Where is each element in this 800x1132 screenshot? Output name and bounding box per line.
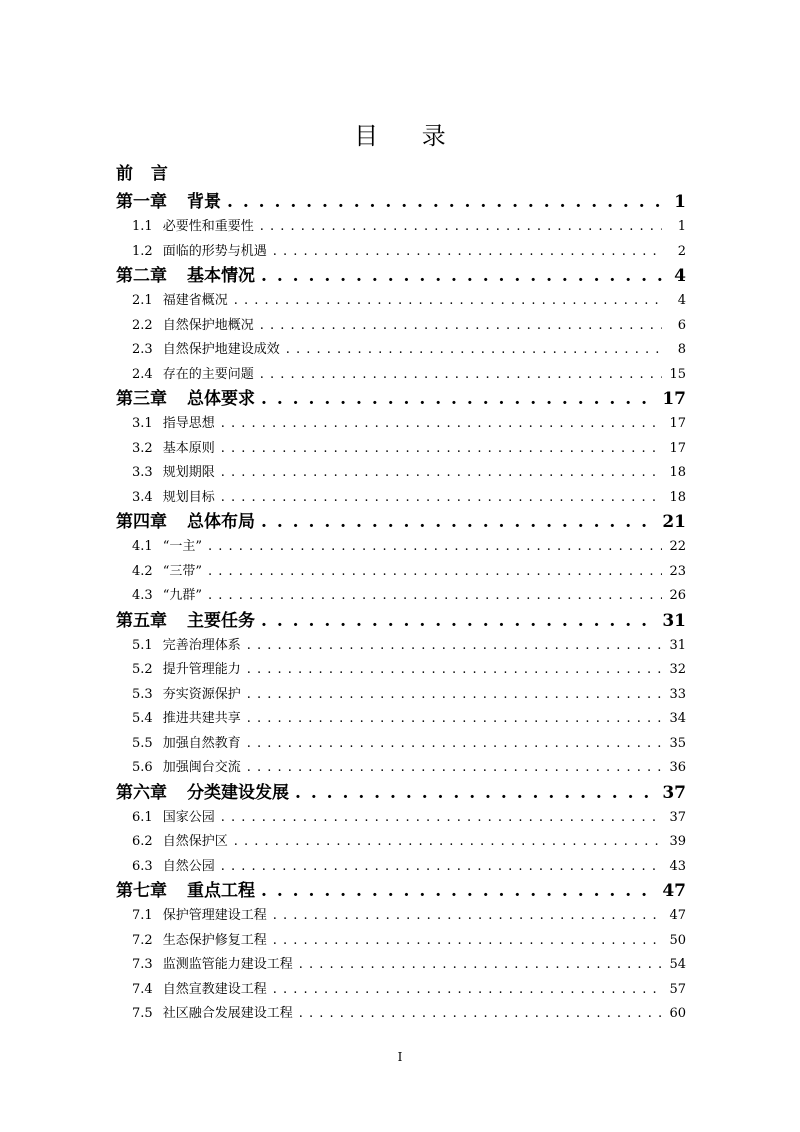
chapter-title: 重点工程: [187, 881, 255, 901]
section-page-number: 17: [669, 416, 686, 431]
section-number: 5.1: [132, 637, 153, 653]
toc-section-entry[interactable]: [116, 658, 686, 683]
section-page-number: 33: [669, 686, 686, 702]
toc-section-entry[interactable]: [116, 338, 686, 363]
section-number: 1.2: [132, 243, 153, 259]
section-title: 指导思想: [162, 416, 215, 431]
toc-section-entry[interactable]: [116, 634, 686, 659]
chapter-number: 第五章: [116, 610, 167, 631]
section-number: 3.4: [132, 489, 153, 505]
chapter-number: 第一章: [116, 192, 167, 212]
toc-chapter-entry[interactable]: [116, 387, 686, 412]
dot-leader: [247, 658, 662, 683]
dot-leader: [247, 732, 662, 757]
dot-leader: [208, 535, 662, 560]
chapter-title: 分类建设发展: [187, 782, 289, 803]
section-number: 5.4: [132, 711, 153, 726]
section-page-number: 35: [669, 735, 686, 751]
section-title: 存在的主要问题: [162, 366, 254, 382]
section-number: 4.2: [132, 563, 153, 579]
section-page-number: 54: [669, 957, 686, 972]
dot-leader: [286, 338, 662, 363]
section-number: 3.3: [132, 465, 153, 480]
dot-leader: [247, 756, 662, 781]
section-number: 6.2: [132, 834, 153, 849]
section-number: 2.4: [132, 366, 153, 382]
section-number: 5.3: [132, 686, 153, 702]
section-title: 自然公园: [162, 858, 215, 874]
section-number: 2.3: [132, 342, 153, 357]
chapter-page-number: 47: [662, 881, 686, 901]
dot-leader: [221, 486, 662, 511]
section-page-number: 18: [669, 465, 686, 480]
dot-leader: [221, 855, 662, 880]
section-number: 6.1: [132, 809, 153, 825]
toc-section-entry[interactable]: [116, 929, 686, 954]
section-title: “九群”: [162, 588, 202, 603]
section-title: 自然宣教建设工程: [162, 981, 267, 997]
section-title: 自然保护地概况: [162, 317, 254, 333]
toc-chapter-entry[interactable]: [116, 609, 686, 634]
dot-leader: [221, 806, 662, 831]
chapter-title: 总体布局: [187, 512, 255, 532]
toc-section-entry[interactable]: [116, 683, 686, 708]
section-page-number: 4: [677, 293, 686, 308]
dot-leader: [261, 879, 656, 904]
toc-chapter-entry[interactable]: [116, 190, 686, 215]
section-title: 社区融合发展建设工程: [162, 1006, 293, 1021]
section-page-number: 34: [669, 711, 686, 726]
dot-leader: [247, 634, 662, 659]
dot-leader: [208, 560, 662, 585]
section-title: 自然保护区: [162, 834, 228, 849]
section-title: 生态保护修复工程: [162, 932, 267, 948]
section-page-number: 2: [677, 243, 686, 259]
chapter-page-number: 21: [662, 512, 686, 532]
dot-leader: [260, 314, 662, 339]
dot-leader: [260, 363, 662, 388]
chapter-page-number: 37: [662, 782, 686, 803]
toc-section-entry[interactable]: [116, 978, 686, 1003]
section-number: 1.1: [132, 219, 153, 234]
section-number: 7.5: [132, 1006, 153, 1021]
chapter-page-number: 17: [662, 389, 686, 409]
toc-section-entry[interactable]: [116, 363, 686, 388]
section-number: 4.1: [132, 539, 153, 554]
section-number: 5.6: [132, 760, 153, 775]
page-title: 目 录: [354, 122, 464, 150]
dot-leader: [261, 387, 656, 412]
section-title: 推进共建共享: [162, 711, 241, 726]
dot-leader: [234, 830, 662, 855]
dot-leader: [261, 264, 662, 289]
section-title: 加强自然教育: [162, 735, 241, 751]
chapter-title: 背景: [187, 192, 221, 212]
section-number: 7.3: [132, 957, 153, 972]
section-page-number: 32: [669, 662, 686, 677]
section-title: 加强闽台交流: [162, 760, 241, 775]
chapter-number: 第三章: [116, 389, 167, 409]
section-title: 完善治理体系: [162, 637, 241, 653]
section-number: 2.1: [132, 293, 153, 308]
section-page-number: 17: [669, 440, 686, 456]
section-number: 7.4: [132, 981, 153, 997]
dot-leader: [221, 461, 662, 486]
dot-leader: [261, 609, 656, 634]
toc-section-entry[interactable]: [116, 560, 686, 585]
section-title: 保护管理建设工程: [162, 908, 267, 923]
chapter-number: 第六章: [116, 782, 167, 803]
dot-leader: [260, 215, 662, 240]
toc-section-entry[interactable]: [116, 732, 686, 757]
chapter-page-number: 1: [674, 192, 686, 212]
toc-chapter-entry[interactable]: [116, 781, 686, 806]
dot-leader: [299, 953, 662, 978]
toc-section-entry[interactable]: [116, 437, 686, 462]
section-page-number: 43: [669, 858, 686, 874]
section-page-number: 18: [669, 489, 686, 505]
section-number: 3.2: [132, 440, 153, 456]
dot-leader: [227, 190, 662, 215]
toc-section-entry[interactable]: [116, 215, 686, 240]
section-title: 规划期限: [162, 465, 215, 480]
section-page-number: 36: [669, 760, 686, 775]
section-number: 5.5: [132, 735, 153, 751]
section-page-number: 6: [677, 317, 686, 333]
toc-section-entry[interactable]: [116, 584, 686, 609]
section-title: 夯实资源保护: [162, 686, 241, 702]
toc-section-entry[interactable]: [116, 240, 686, 265]
toc-section-entry[interactable]: [116, 756, 686, 781]
dot-leader: [273, 240, 662, 265]
section-page-number: 39: [669, 834, 686, 849]
toc-section-entry[interactable]: [116, 953, 686, 978]
section-title: 必要性和重要性: [162, 219, 254, 234]
section-title: 福建省概况: [162, 293, 228, 308]
page-number-footer: I: [397, 1050, 403, 1064]
section-title: 提升管理能力: [162, 662, 241, 677]
section-number: 3.1: [132, 416, 153, 431]
toc-section-entry[interactable]: [116, 289, 686, 314]
section-page-number: 22: [669, 539, 686, 554]
section-title: 自然保护地建设成效: [162, 342, 280, 357]
section-number: 5.2: [132, 662, 153, 677]
chapter-title: 基本情况: [187, 266, 255, 286]
chapter-number: 第七章: [116, 881, 167, 901]
dot-leader: [299, 1002, 662, 1027]
toc-section-entry[interactable]: [116, 904, 686, 929]
section-number: 6.3: [132, 858, 153, 874]
section-title: 基本原则: [162, 440, 215, 456]
toc-section-entry[interactable]: [116, 830, 686, 855]
dot-leader: [273, 929, 662, 954]
chapter-page-number: 31: [662, 610, 686, 631]
toc-section-entry[interactable]: [116, 412, 686, 437]
toc-section-entry[interactable]: [116, 314, 686, 339]
section-page-number: 15: [669, 366, 686, 382]
section-page-number: 37: [669, 809, 686, 825]
toc-preface[interactable]: 前 言: [116, 164, 174, 184]
toc-section-entry[interactable]: [116, 855, 686, 880]
toc-section-entry[interactable]: [116, 1002, 686, 1027]
section-title: “一主”: [162, 539, 202, 554]
chapter-number: 第四章: [116, 512, 167, 532]
toc-chapter-entry[interactable]: [116, 510, 686, 535]
chapter-number: 第二章: [116, 266, 167, 286]
chapter-title: 总体要求: [187, 389, 255, 409]
section-title: 国家公园: [162, 809, 215, 825]
dot-leader: [234, 289, 662, 314]
section-title: “三带”: [162, 563, 202, 579]
section-page-number: 60: [669, 1006, 686, 1021]
dot-leader: [247, 707, 662, 732]
section-title: 监测监管能力建设工程: [162, 957, 293, 972]
toc-section-entry[interactable]: [116, 461, 686, 486]
section-page-number: 26: [669, 588, 686, 603]
section-page-number: 8: [677, 342, 686, 357]
chapter-title: 主要任务: [187, 610, 255, 631]
toc-section-entry[interactable]: [116, 535, 686, 560]
section-page-number: 47: [669, 908, 686, 923]
section-number: 4.3: [132, 588, 153, 603]
dot-leader: [221, 437, 662, 462]
section-page-number: 57: [669, 981, 686, 997]
section-number: 7.2: [132, 932, 153, 948]
section-number: 2.2: [132, 317, 153, 333]
section-page-number: 1: [677, 219, 686, 234]
section-page-number: 31: [669, 637, 686, 653]
table-of-contents: [116, 158, 686, 1027]
toc-section-entry[interactable]: [116, 806, 686, 831]
toc-section-entry[interactable]: [116, 486, 686, 511]
section-title: 规划目标: [162, 489, 215, 505]
dot-leader: [261, 510, 656, 535]
section-number: 7.1: [132, 908, 153, 923]
dot-leader: [273, 904, 662, 929]
dot-leader: [221, 412, 662, 437]
dot-leader: [247, 683, 662, 708]
section-title: 面临的形势与机遇: [162, 243, 267, 259]
chapter-page-number: 4: [674, 266, 686, 286]
dot-leader: [295, 781, 656, 806]
toc-chapter-entry[interactable]: [116, 879, 686, 904]
section-page-number: 50: [669, 932, 686, 948]
dot-leader: [273, 978, 662, 1003]
dot-leader: [208, 584, 662, 609]
toc-section-entry[interactable]: [116, 707, 686, 732]
section-page-number: 23: [669, 563, 686, 579]
toc-chapter-entry[interactable]: [116, 264, 686, 289]
